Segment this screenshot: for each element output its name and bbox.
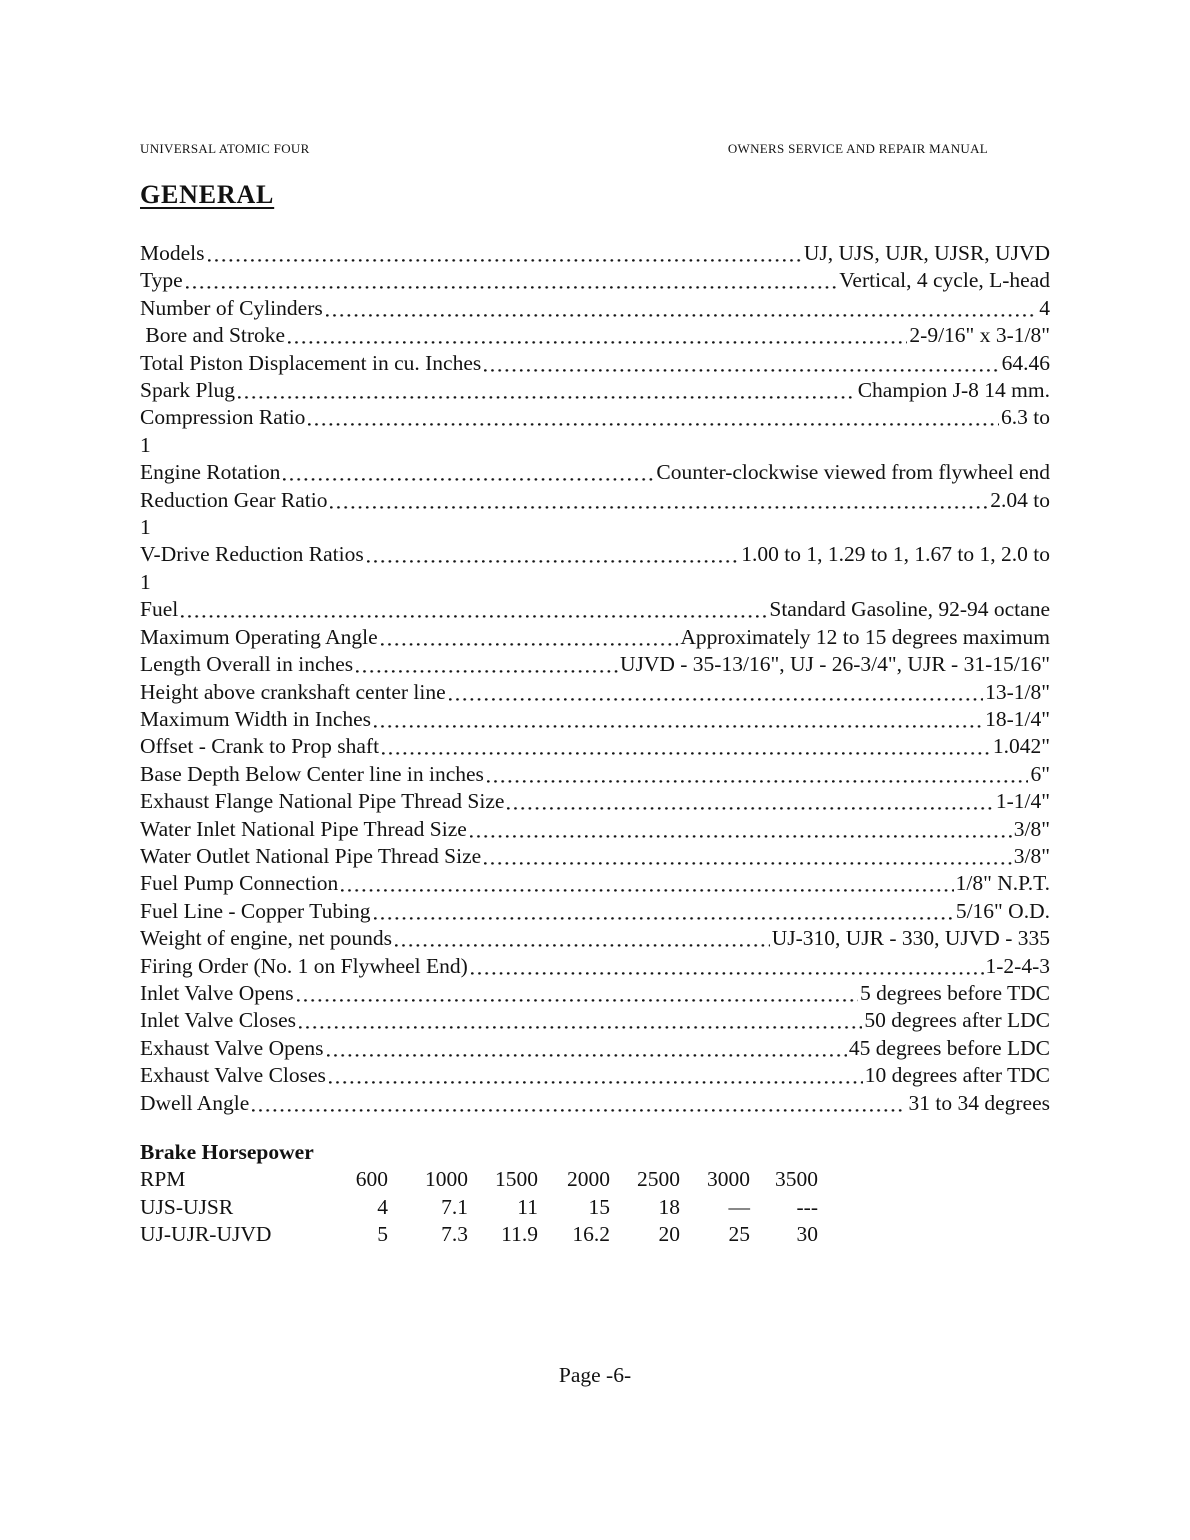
dotted-leader [186, 267, 838, 294]
bhp-row-label: UJ-UJR-UJVD [140, 1222, 272, 1247]
bhp-table [140, 1166, 818, 1248]
spec-row [140, 1035, 1050, 1062]
page-number: Page -6- [558, 1363, 632, 1387]
spec-value: Vertical, 4 cycle, L-head [839, 268, 1050, 293]
spec-value: Standard Gasoline, 92-94 octane [769, 597, 1050, 622]
bhp-cell: 7.1 [441, 1194, 468, 1219]
spec-label: Spark Plug [140, 378, 235, 403]
spec-label: Fuel Line - Copper Tubing [140, 898, 371, 923]
spec-row [140, 980, 1050, 1007]
bhp-header-row [140, 1166, 818, 1193]
spec-label: Water Inlet National Pipe Thread Size [140, 816, 467, 841]
spec-row [140, 404, 1050, 431]
dotted-leader [297, 980, 858, 1007]
spec-row [140, 898, 1050, 925]
spec-row [140, 459, 1050, 486]
spec-row [140, 541, 1050, 568]
bhp-cell: — [728, 1194, 750, 1219]
spec-row [140, 377, 1050, 404]
bhp-cell: 20 [658, 1222, 680, 1247]
bhp-cell: 16.2 [572, 1222, 610, 1247]
spec-label: Models [140, 241, 205, 265]
spec-row [140, 295, 1050, 322]
dotted-leader [395, 925, 770, 952]
spec-row [140, 953, 1050, 980]
spec-value: 2.04 to [990, 487, 1050, 512]
spec-value: 3/8" [1013, 816, 1050, 841]
spec-value: 1/8" N.P.T. [955, 871, 1050, 896]
spec-row [140, 267, 1050, 294]
spec-label: Fuel [140, 597, 179, 622]
spec-value: 18-1/4" [985, 706, 1050, 731]
dotted-leader [288, 322, 907, 349]
spec-value: 31 to 34 degrees [908, 1090, 1050, 1115]
spec-label: Exhaust Flange National Pipe Thread Size [140, 789, 505, 814]
spec-value: 50 degrees after LDC [864, 1008, 1050, 1033]
spec-row [140, 487, 1050, 514]
spec-value-wrap: 1 [140, 569, 151, 594]
brake-horsepower-title: Brake Horsepower [140, 1140, 314, 1164]
page-footer [0, 1362, 1190, 1389]
spec-value-wrap: 1 [140, 432, 151, 457]
spec-row [140, 706, 1050, 733]
bhp-cell: 4 [377, 1194, 388, 1219]
bhp-cell: 600 [355, 1167, 388, 1192]
bhp-cell: 30 [796, 1222, 818, 1247]
bhp-cell: 11 [517, 1194, 538, 1219]
bhp-cell: 3000 [707, 1167, 750, 1192]
spec-value: Counter-clockwise viewed from flywheel end [656, 460, 1050, 485]
spec-value: 6" [1030, 761, 1050, 786]
spec-label: Length Overall in inches [140, 652, 354, 677]
dotted-leader [341, 870, 953, 897]
spec-value: 6.3 to [1001, 405, 1050, 430]
dotted-leader [329, 1062, 863, 1089]
bhp-cell: 2500 [637, 1167, 680, 1192]
spec-label: Exhaust Valve Opens [140, 1035, 324, 1060]
dotted-leader [252, 1090, 906, 1117]
spec-value: UJ-310, UJR - 330, UJVD - 335 [771, 926, 1050, 951]
dotted-leader [208, 240, 802, 267]
dotted-leader [381, 624, 679, 651]
bhp-row-label: UJS-UJSR [140, 1194, 234, 1219]
page-header [140, 0, 1050, 156]
spec-label: Offset - Crank to Prop shaft [140, 734, 380, 759]
bhp-cell: 3500 [775, 1167, 818, 1192]
dotted-leader [367, 541, 739, 568]
dotted-leader [487, 761, 1029, 788]
spec-label: Compression Ratio [140, 405, 306, 430]
dotted-leader [181, 596, 767, 623]
bhp-cell: 1000 [425, 1167, 468, 1192]
dotted-leader [484, 350, 999, 377]
spec-label: Number of Cylinders [140, 295, 323, 320]
bhp-cell: 15 [588, 1194, 610, 1219]
spec-label: Water Outlet National Pipe Thread Size [140, 843, 482, 868]
spec-row [140, 788, 1050, 815]
dotted-leader [356, 651, 618, 678]
dotted-leader [326, 295, 1038, 322]
spec-value: 4 [1039, 295, 1050, 320]
spec-row [140, 240, 1050, 267]
dotted-leader [238, 377, 856, 404]
bhp-cell: 11.9 [501, 1222, 538, 1247]
spec-value: UJ, UJS, UJR, UJSR, UJVD [803, 241, 1050, 265]
spec-label: Type [140, 268, 183, 293]
spec-row [140, 925, 1050, 952]
brake-horsepower-section [140, 1139, 1050, 1249]
dotted-leader [382, 733, 991, 760]
spec-value-wrap: 1 [140, 515, 151, 540]
bhp-cell: 5 [377, 1222, 388, 1247]
section-heading: GENERAL [140, 180, 275, 209]
bhp-data-row [140, 1221, 818, 1248]
spec-row [140, 322, 1050, 349]
spec-value: 1-2-4-3 [985, 953, 1050, 978]
spec-label: Dwell Angle [140, 1090, 250, 1115]
bhp-row-label: RPM [140, 1167, 186, 1192]
spec-label: V-Drive Reduction Ratios [140, 542, 364, 567]
spec-label: Engine Rotation [140, 460, 281, 485]
bhp-cell: 1500 [495, 1167, 538, 1192]
spec-row [140, 761, 1050, 788]
spec-label: Exhaust Valve Closes [140, 1063, 326, 1088]
spec-value: 45 degrees before LDC [848, 1035, 1050, 1060]
spec-row [140, 1090, 1050, 1117]
spec-value: Champion J-8 14 mm. [857, 378, 1050, 403]
spec-value: 1-1/4" [995, 789, 1050, 814]
dotted-leader [330, 487, 988, 514]
dotted-leader [283, 459, 654, 486]
dotted-leader [308, 404, 999, 431]
spec-label: Base Depth Below Center line in inches [140, 761, 484, 786]
spec-value: 13-1/8" [985, 679, 1050, 704]
spec-label: Maximum Width in Inches [140, 706, 372, 731]
spec-row [140, 624, 1050, 651]
spec-value: 1.042" [992, 734, 1050, 759]
spec-value: 1.00 to 1, 1.29 to 1, 1.67 to 1, 2.0 to [741, 542, 1050, 567]
dotted-leader [471, 953, 984, 980]
spec-value: Approximately 12 to 15 degrees maximum [680, 624, 1050, 649]
dotted-leader [374, 898, 954, 925]
spec-label: Maximum Operating Angle [140, 624, 378, 649]
spec-label: Firing Order (No. 1 on Flywheel End) [140, 953, 468, 978]
dotted-leader [507, 788, 993, 815]
dotted-leader [299, 1007, 862, 1034]
spec-label: Height above crankshaft center line [140, 679, 446, 704]
spec-row [140, 870, 1050, 897]
spec-value: 3/8" [1013, 843, 1050, 868]
dotted-leader [327, 1035, 847, 1062]
bhp-cell: 7.3 [441, 1222, 468, 1247]
dotted-leader [484, 843, 1012, 870]
spec-value: 2-9/16" x 3-1/8" [909, 323, 1050, 348]
dotted-leader [449, 679, 983, 706]
spec-label: Reduction Gear Ratio [140, 487, 328, 512]
bhp-cell: 25 [728, 1222, 750, 1247]
spec-label: Total Piston Displacement in cu. Inches [140, 350, 482, 375]
spec-value: 5 degrees before TDC [859, 980, 1050, 1005]
spec-label: Bore and Stroke [140, 323, 286, 348]
spec-value: 10 degrees after TDC [864, 1063, 1050, 1088]
spec-row [140, 350, 1050, 377]
bhp-cell: 18 [658, 1194, 680, 1219]
spec-row [140, 679, 1050, 706]
dotted-leader [374, 706, 983, 733]
spec-value: 64.46 [1001, 350, 1050, 375]
spec-label: Inlet Valve Closes [140, 1008, 297, 1033]
spec-label: Weight of engine, net pounds [140, 926, 393, 951]
spec-row [140, 843, 1050, 870]
spec-row [140, 596, 1050, 623]
spec-row [140, 651, 1050, 678]
dotted-leader [470, 816, 1012, 843]
spec-row [140, 816, 1050, 843]
spec-value: UJVD - 35-13/16", UJ - 26-3/4", UJR - 31-15/16" [619, 652, 1050, 677]
spec-label: Inlet Valve Opens [140, 980, 294, 1005]
bhp-cell: --- [796, 1194, 818, 1219]
spec-value: 5/16" O.D. [955, 898, 1050, 923]
spec-row [140, 1062, 1050, 1089]
bhp-cell: 2000 [567, 1167, 610, 1192]
bhp-data-row [140, 1194, 818, 1221]
header-right-title: OWNERS SERVICE AND REPAIR MANUAL [727, 141, 988, 156]
spec-row [140, 1007, 1050, 1034]
spec-label: Fuel Pump Connection [140, 871, 339, 896]
spec-list [140, 240, 1050, 1117]
spec-row [140, 733, 1050, 760]
header-left-title: UNIVERSAL ATOMIC FOUR [140, 141, 310, 156]
